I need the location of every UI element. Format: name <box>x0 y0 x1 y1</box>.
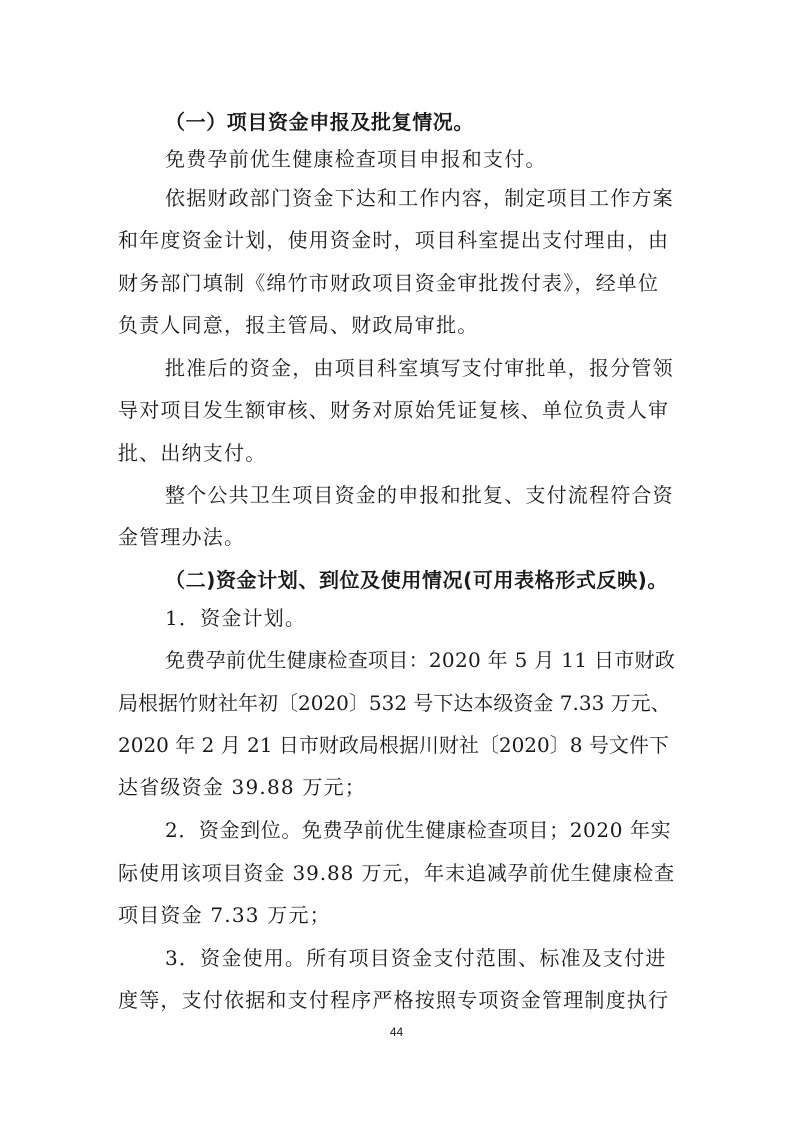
paragraph-line: 财务部门填制《绵竹市财政项目资金审批拨付表》，经单位 <box>118 271 660 295</box>
paragraph-line: 度等，支付依据和支付程序严格按照专项资金管理制度执行 <box>118 988 670 1012</box>
paragraph-line: 整个公共卫生项目资金的申报和批复、支付流程符合资 <box>165 483 674 507</box>
paragraph-line: 批准后的资金，由项目科室填写支付审批单，报分管领 <box>165 356 674 380</box>
paragraph-line: 免费孕前优生健康检查项目：2020 年 5 月 11 日市财政 <box>165 648 676 672</box>
paragraph-line: 际使用该项目资金 39.88 万元，年末追减孕前优生健康检查 <box>118 861 675 885</box>
page-number: 44 <box>389 1025 404 1039</box>
section-heading-1: （一）项目资金申报及批复情况。 <box>165 110 474 134</box>
paragraph-line: 3．资金使用。所有项目资金支付范围、标准及支付进 <box>165 946 667 970</box>
paragraph-line: 局根据竹财社年初〔2020〕532 号下达本级资金 7.33 万元、 <box>118 691 671 715</box>
paragraph-line: 负责人同意，报主管局、财政局审批。 <box>118 313 479 337</box>
paragraph-line: 免费孕前优生健康检查项目申报和支付。 <box>165 147 547 171</box>
paragraph-line: 和年度资金计划，使用资金时，项目科室提出支付理由，由 <box>118 228 670 252</box>
paragraph-line: 批、出纳支付。 <box>118 441 267 465</box>
paragraph-line: 导对项目发生额审核、财务对原始凭证复核、单位负责人审 <box>118 398 670 422</box>
item-title: 1．资金计划。 <box>165 606 307 630</box>
paragraph-line: 金管理办法。 <box>118 525 246 549</box>
paragraph-line: 达省级资金 39.88 万元； <box>118 775 366 799</box>
paragraph-line: 项目资金 7.33 万元； <box>118 903 331 927</box>
paragraph-line: 2020 年 2 月 21 日市财政局根据川财社〔2020〕8 号文件下 <box>118 733 669 757</box>
section-heading-2: （二)资金计划、到位及使用情况(可用表格形式反映)。 <box>165 568 669 592</box>
paragraph-line: 2．资金到位。免费孕前优生健康检查项目；2020 年实 <box>165 818 672 842</box>
paragraph-line: 依据财政部门资金下达和工作内容，制定项目工作方案 <box>165 186 674 210</box>
